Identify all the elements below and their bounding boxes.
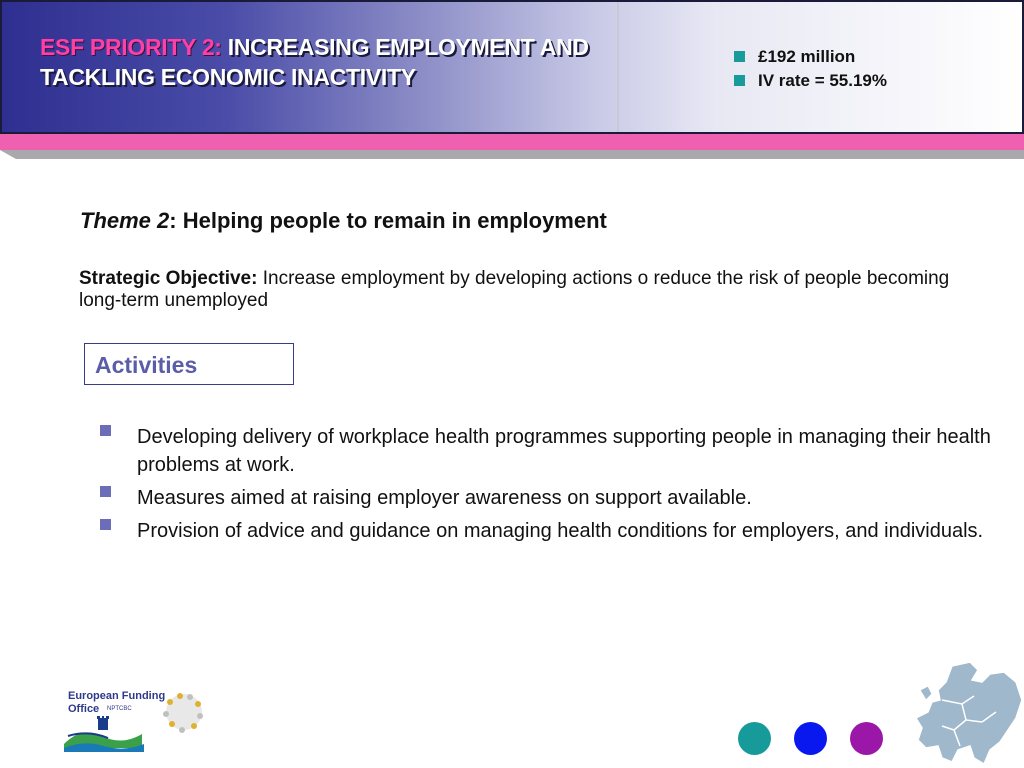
logo-line-2: Office [68, 703, 100, 715]
pink-band [0, 134, 1024, 150]
objective-label: Strategic Objective: [79, 268, 258, 289]
title-prefix: ESF PRIORITY 2: [40, 34, 222, 60]
europe-map-icon [912, 660, 1024, 768]
european-funding-office-logo [62, 686, 212, 756]
logo-line-1: European Funding [68, 690, 166, 702]
decorative-dot-purple [850, 722, 883, 755]
objective-text: Increase employment by developing actions o reduce the risk of people becoming long-term unemployed [79, 268, 950, 311]
decorative-dot-blue [794, 722, 827, 755]
gray-band [0, 150, 1024, 159]
decorative-dot-teal [738, 722, 771, 755]
logo-small-text: NPTCBC [107, 706, 132, 712]
stat-iv-rate: IV rate = 55.19% [734, 69, 887, 93]
list-item: Developing delivery of workplace health programmes supporting people in managing their health problems at work. [100, 423, 1000, 479]
activities-heading-box [84, 343, 294, 385]
theme-heading [80, 208, 607, 234]
slide-title [40, 32, 620, 92]
strategic-objective [79, 268, 979, 312]
title-main: INCREASING EMPLOYMENT AND TACKLING ECONOMIC INACTIVITY [40, 34, 589, 90]
list-item: Provision of advice and guidance on managing health conditions for employers, and individuals. [100, 517, 1000, 545]
activities-heading: Activities [95, 352, 198, 378]
header-divider [617, 2, 619, 132]
stat-budget: £192 million [734, 45, 887, 69]
theme-label: Theme 2 [80, 208, 170, 233]
slide-header [0, 0, 1024, 134]
header-stats [734, 45, 887, 93]
activities-list [100, 423, 1000, 550]
list-item: Measures aimed at raising employer awareness on support available. [100, 484, 1000, 512]
theme-title-text: : Helping people to remain in employment [169, 208, 607, 233]
